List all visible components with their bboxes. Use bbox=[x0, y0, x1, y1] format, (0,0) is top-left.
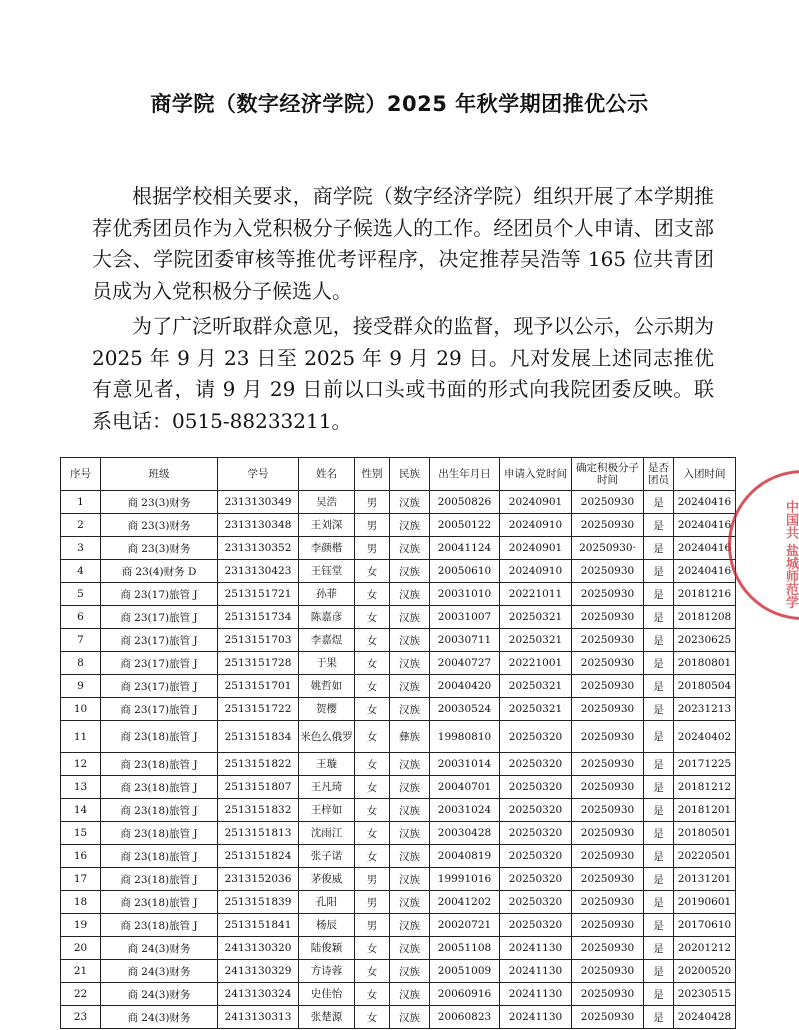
table-cell: 女 bbox=[355, 606, 390, 629]
table-row bbox=[61, 983, 736, 1006]
table-cell: 16 bbox=[61, 845, 101, 868]
table-cell: 男 bbox=[355, 491, 390, 514]
table-cell: 2513151728 bbox=[218, 652, 299, 675]
table-cell: 20181201 bbox=[674, 799, 736, 822]
table-cell: 4 bbox=[61, 560, 101, 583]
table-cell: 20250930 bbox=[572, 776, 644, 799]
table-row bbox=[61, 491, 736, 514]
table-cell: 商 23(3)财务 bbox=[101, 537, 218, 560]
table-cell: 2313130349 bbox=[218, 491, 299, 514]
table-cell: 彝族 bbox=[390, 721, 430, 753]
table-cell: 女 bbox=[355, 721, 390, 753]
table-cell: 女 bbox=[355, 776, 390, 799]
table-cell: 2313130348 bbox=[218, 514, 299, 537]
table-cell: 贺樱 bbox=[299, 698, 355, 721]
table-cell: 方诗蓉 bbox=[299, 960, 355, 983]
table-cell: 20051108 bbox=[430, 937, 500, 960]
table-cell: 女 bbox=[355, 753, 390, 776]
table-cell: 史佳怡 bbox=[299, 983, 355, 1006]
table-cell: 2513151839 bbox=[218, 891, 299, 914]
table-cell: 20250930 bbox=[572, 753, 644, 776]
table-cell: 19991016 bbox=[430, 868, 500, 891]
table-cell: 20240901 bbox=[500, 491, 572, 514]
document-title: 商学院（数字经济学院）2025 年秋学期团推优公示 bbox=[150, 92, 649, 116]
table-cell: 7 bbox=[61, 629, 101, 652]
table-cell: 20250930 bbox=[572, 652, 644, 675]
table-cell: 陆俊颖 bbox=[299, 937, 355, 960]
table-cell: 男 bbox=[355, 868, 390, 891]
table-cell: 23 bbox=[61, 1006, 101, 1029]
table-cell: 2513151721 bbox=[218, 583, 299, 606]
table-cell: 20041202 bbox=[430, 891, 500, 914]
table-cell: 2513151834 bbox=[218, 721, 299, 753]
table-cell: 汉族 bbox=[390, 799, 430, 822]
table-cell: 20250320 bbox=[500, 776, 572, 799]
table-cell: 20250930 bbox=[572, 868, 644, 891]
table-cell: 是 bbox=[644, 606, 674, 629]
table-cell: 汉族 bbox=[390, 491, 430, 514]
table-cell: 是 bbox=[644, 937, 674, 960]
table-cell: 陈嘉彦 bbox=[299, 606, 355, 629]
table-cell: 20250930 bbox=[572, 491, 644, 514]
table-cell: 10 bbox=[61, 698, 101, 721]
table-cell: 20170610 bbox=[674, 914, 736, 937]
table-cell: 20240910 bbox=[500, 514, 572, 537]
table-cell: 20250930 bbox=[572, 721, 644, 753]
table-cell: 是 bbox=[644, 560, 674, 583]
table-cell: 20240901 bbox=[500, 537, 572, 560]
table-cell: 商 23(18)旅管 J bbox=[101, 776, 218, 799]
candidate-table bbox=[60, 457, 736, 1029]
table-row bbox=[61, 799, 736, 822]
table-cell: 商 24(3)财务 bbox=[101, 960, 218, 983]
table-cell: 王钰堂 bbox=[299, 560, 355, 583]
table-cell: 女 bbox=[355, 937, 390, 960]
table-cell: 20250320 bbox=[500, 914, 572, 937]
table-cell: 20240402 bbox=[674, 721, 736, 753]
table-cell: 汉族 bbox=[390, 629, 430, 652]
table-cell: 是 bbox=[644, 891, 674, 914]
table-cell: 商 23(18)旅管 J bbox=[101, 845, 218, 868]
table-cell: 女 bbox=[355, 698, 390, 721]
table-body bbox=[61, 491, 736, 1029]
table-cell: 2513151832 bbox=[218, 799, 299, 822]
table-cell: 是 bbox=[644, 845, 674, 868]
table-cell: 20031010 bbox=[430, 583, 500, 606]
table-row bbox=[61, 868, 736, 891]
table-row bbox=[61, 845, 736, 868]
table-cell: 2313130352 bbox=[218, 537, 299, 560]
table-row bbox=[61, 937, 736, 960]
table-cell: 20250320 bbox=[500, 721, 572, 753]
table-cell: 20250930 bbox=[572, 698, 644, 721]
column-header: 班级 bbox=[101, 458, 218, 491]
table-cell: 李嘉煜 bbox=[299, 629, 355, 652]
table-cell: 汉族 bbox=[390, 937, 430, 960]
table-cell: 汉族 bbox=[390, 606, 430, 629]
table-cell: 汉族 bbox=[390, 776, 430, 799]
table-cell: 20250320 bbox=[500, 891, 572, 914]
table-cell: 汉族 bbox=[390, 983, 430, 1006]
table-cell: 20250930 bbox=[572, 1006, 644, 1029]
table-cell: 商 23(17)旅管 J bbox=[101, 675, 218, 698]
table-cell: 20250930 bbox=[572, 983, 644, 1006]
table-cell: 20250930 bbox=[572, 675, 644, 698]
table-cell: 13 bbox=[61, 776, 101, 799]
table-cell: 1 bbox=[61, 491, 101, 514]
table-cell: 20060823 bbox=[430, 1006, 500, 1029]
table-cell: 20230515 bbox=[674, 983, 736, 1006]
table-cell: 20020721 bbox=[430, 914, 500, 937]
table-cell: 20250320 bbox=[500, 753, 572, 776]
table-cell: 王刘深 bbox=[299, 514, 355, 537]
table-cell: 吴浩 bbox=[299, 491, 355, 514]
table-cell: 汉族 bbox=[390, 652, 430, 675]
table-cell: 20040420 bbox=[430, 675, 500, 698]
table-cell: 20250930 bbox=[572, 914, 644, 937]
table-row bbox=[61, 560, 736, 583]
table-cell: 20171225 bbox=[674, 753, 736, 776]
table-cell: 商 24(3)财务 bbox=[101, 983, 218, 1006]
table-cell: 2 bbox=[61, 514, 101, 537]
table-cell: 11 bbox=[61, 721, 101, 753]
table-cell: 20250930· bbox=[572, 537, 644, 560]
table-cell: 是 bbox=[644, 1006, 674, 1029]
table-cell: 20250321 bbox=[500, 629, 572, 652]
table-cell: 女 bbox=[355, 799, 390, 822]
table-cell: 20240428 bbox=[674, 1006, 736, 1029]
table-cell: 19980810 bbox=[430, 721, 500, 753]
table-cell: 20 bbox=[61, 937, 101, 960]
table-cell: 20181216 bbox=[674, 583, 736, 606]
table-cell: 20241130 bbox=[500, 983, 572, 1006]
table-cell: 20200520 bbox=[674, 960, 736, 983]
table-cell: 20240416 bbox=[674, 514, 736, 537]
table-cell: 20221001 bbox=[500, 652, 572, 675]
table-row bbox=[61, 753, 736, 776]
table-cell: 张楚源 bbox=[299, 1006, 355, 1029]
table-cell: 20250320 bbox=[500, 799, 572, 822]
table-cell: 5 bbox=[61, 583, 101, 606]
table-cell: 17 bbox=[61, 868, 101, 891]
table-cell: 20040701 bbox=[430, 776, 500, 799]
table-cell: 汉族 bbox=[390, 822, 430, 845]
table-cell: 汉族 bbox=[390, 560, 430, 583]
table-cell: 商 23(18)旅管 J bbox=[101, 799, 218, 822]
table-cell: 是 bbox=[644, 629, 674, 652]
table-cell: 2413130329 bbox=[218, 960, 299, 983]
table-cell: 商 24(3)财务 bbox=[101, 1006, 218, 1029]
table-cell: 王凡琦 bbox=[299, 776, 355, 799]
table-cell: 20250930 bbox=[572, 606, 644, 629]
table-cell: 汉族 bbox=[390, 698, 430, 721]
table-cell: 张子诺 bbox=[299, 845, 355, 868]
column-header: 序号 bbox=[61, 458, 101, 491]
table-cell: 2313152036 bbox=[218, 868, 299, 891]
column-header: 是否团员 bbox=[644, 458, 674, 491]
table-cell: 20250930 bbox=[572, 822, 644, 845]
table-cell: 汉族 bbox=[390, 537, 430, 560]
table-cell: 女 bbox=[355, 675, 390, 698]
table-cell: 20250320 bbox=[500, 868, 572, 891]
table-cell: 商 23(18)旅管 J bbox=[101, 721, 218, 753]
column-header: 申请入党时间 bbox=[500, 458, 572, 491]
table-cell: 汉族 bbox=[390, 514, 430, 537]
table-cell: 20180504 bbox=[674, 675, 736, 698]
table-cell: 女 bbox=[355, 560, 390, 583]
notice-paragraph-1: 根据学校相关要求，商学院（数字经济学院）组织开展了本学期推荐优秀团员作为入党积极分子候选人的工作。经团员个人申请、团支部大会、学院团委审核等推优考评程序，决定推荐吴浩等 165 位共青团员成为入党积极分子候选人。 bbox=[92, 184, 714, 303]
table-cell: 20230625 bbox=[674, 629, 736, 652]
table-cell: 商 24(3)财务 bbox=[101, 937, 218, 960]
table-cell: 是 bbox=[644, 983, 674, 1006]
table-cell: 女 bbox=[355, 960, 390, 983]
table-cell: 是 bbox=[644, 675, 674, 698]
notice-paragraph-2: 为了广泛听取群众意见，接受群众的监督，现予以公示，公示期为 2025 年 9 月 23 日至 2025 年 9 月 29 日。凡对发展上述同志推优有意见者，请 9 月 29 日前以口头或书面的形式向我院团委反映。联系电话：0515-88233211。 bbox=[92, 314, 714, 433]
table-cell: 20250930 bbox=[572, 560, 644, 583]
table-cell: 是 bbox=[644, 753, 674, 776]
table-cell: 20030428 bbox=[430, 822, 500, 845]
table-cell: 2413130320 bbox=[218, 937, 299, 960]
table-row bbox=[61, 914, 736, 937]
table-cell: 20030524 bbox=[430, 698, 500, 721]
table-row bbox=[61, 822, 736, 845]
table-row bbox=[61, 1006, 736, 1029]
table-row bbox=[61, 606, 736, 629]
table-cell: 王璇 bbox=[299, 753, 355, 776]
table-cell: 20250320 bbox=[500, 845, 572, 868]
table-cell: 孙菲 bbox=[299, 583, 355, 606]
table-row bbox=[61, 537, 736, 560]
table-cell: 20231213 bbox=[674, 698, 736, 721]
table-cell: 20250930 bbox=[572, 799, 644, 822]
table-cell: 女 bbox=[355, 583, 390, 606]
table-cell: 20241130 bbox=[500, 960, 572, 983]
table-cell: 20240416 bbox=[674, 537, 736, 560]
table-cell: 商 23(18)旅管 J bbox=[101, 868, 218, 891]
column-header: 确定积极分子时间 bbox=[572, 458, 644, 491]
table-cell: 20240416 bbox=[674, 560, 736, 583]
table-cell: 是 bbox=[644, 868, 674, 891]
table-cell: 汉族 bbox=[390, 675, 430, 698]
table-cell: 女 bbox=[355, 822, 390, 845]
table-cell: 是 bbox=[644, 537, 674, 560]
table-cell: 是 bbox=[644, 491, 674, 514]
table-cell: 20031024 bbox=[430, 799, 500, 822]
table-cell: 沈雨江 bbox=[299, 822, 355, 845]
table-cell: 20250930 bbox=[572, 891, 644, 914]
table-cell: 女 bbox=[355, 845, 390, 868]
table-cell: 是 bbox=[644, 652, 674, 675]
table-cell: 20250930 bbox=[572, 845, 644, 868]
table-cell: 男 bbox=[355, 514, 390, 537]
table-cell: 20051009 bbox=[430, 960, 500, 983]
column-header: 出生年月日 bbox=[430, 458, 500, 491]
table-cell: 19 bbox=[61, 914, 101, 937]
table-cell: 20031014 bbox=[430, 753, 500, 776]
table-row bbox=[61, 675, 736, 698]
table-cell: 女 bbox=[355, 652, 390, 675]
table-cell: 20250320 bbox=[500, 822, 572, 845]
column-header: 姓名 bbox=[299, 458, 355, 491]
table-cell: 22 bbox=[61, 983, 101, 1006]
seal-text: 中国共 盐城师范学 bbox=[783, 500, 798, 609]
table-cell: 汉族 bbox=[390, 891, 430, 914]
table-cell: 3 bbox=[61, 537, 101, 560]
table-cell: 杨辰 bbox=[299, 914, 355, 937]
table-cell: 男 bbox=[355, 537, 390, 560]
table-cell: 王梓如 bbox=[299, 799, 355, 822]
table-cell: 商 23(17)旅管 J bbox=[101, 583, 218, 606]
table-cell: 汉族 bbox=[390, 914, 430, 937]
column-header: 入团时间 bbox=[674, 458, 736, 491]
table-row bbox=[61, 652, 736, 675]
table-cell: 20050122 bbox=[430, 514, 500, 537]
table-cell: 米色么俄罗 bbox=[299, 721, 355, 753]
table-cell: 2513151734 bbox=[218, 606, 299, 629]
table-cell: 2513151813 bbox=[218, 822, 299, 845]
table-cell: 是 bbox=[644, 822, 674, 845]
table-cell: 男 bbox=[355, 891, 390, 914]
table-cell: 是 bbox=[644, 583, 674, 606]
table-cell: 20250930 bbox=[572, 937, 644, 960]
table-cell: 12 bbox=[61, 753, 101, 776]
table-cell: 20240416 bbox=[674, 491, 736, 514]
table-cell: 汉族 bbox=[390, 1006, 430, 1029]
table-row bbox=[61, 583, 736, 606]
table-cell: 汉族 bbox=[390, 583, 430, 606]
table-cell: 是 bbox=[644, 776, 674, 799]
table-cell: 女 bbox=[355, 629, 390, 652]
table-cell: 20031007 bbox=[430, 606, 500, 629]
table-cell: 20250930 bbox=[572, 583, 644, 606]
table-cell: 2413130313 bbox=[218, 1006, 299, 1029]
table-cell: 是 bbox=[644, 914, 674, 937]
table-row bbox=[61, 721, 736, 753]
table-cell: 是 bbox=[644, 960, 674, 983]
table-cell: 于果 bbox=[299, 652, 355, 675]
table-cell: 18 bbox=[61, 891, 101, 914]
table-cell: 汉族 bbox=[390, 960, 430, 983]
table-cell: 20201212 bbox=[674, 937, 736, 960]
table-cell: 20050826 bbox=[430, 491, 500, 514]
table-row bbox=[61, 776, 736, 799]
table-cell: 商 23(17)旅管 J bbox=[101, 606, 218, 629]
table-cell: 20220501 bbox=[674, 845, 736, 868]
table-row bbox=[61, 960, 736, 983]
table-cell: 2513151703 bbox=[218, 629, 299, 652]
column-header: 学号 bbox=[218, 458, 299, 491]
table-cell: 2313130423 bbox=[218, 560, 299, 583]
table-cell: 6 bbox=[61, 606, 101, 629]
table-cell: 20240910 bbox=[500, 560, 572, 583]
table-cell: 商 23(17)旅管 J bbox=[101, 629, 218, 652]
table-cell: 是 bbox=[644, 799, 674, 822]
table-header-row bbox=[61, 458, 736, 491]
table-cell: 商 23(3)财务 bbox=[101, 491, 218, 514]
table-cell: 20250930 bbox=[572, 960, 644, 983]
table-cell: 汉族 bbox=[390, 868, 430, 891]
table-cell: 20180801 bbox=[674, 652, 736, 675]
table-cell: 商 23(18)旅管 J bbox=[101, 822, 218, 845]
table-cell: 是 bbox=[644, 698, 674, 721]
table-cell: 20030711 bbox=[430, 629, 500, 652]
table-cell: 20250321 bbox=[500, 675, 572, 698]
table-cell: 15 bbox=[61, 822, 101, 845]
table-cell: 女 bbox=[355, 1006, 390, 1029]
table-cell: 20221011 bbox=[500, 583, 572, 606]
table-cell: 汉族 bbox=[390, 753, 430, 776]
table-cell: 20250930 bbox=[572, 514, 644, 537]
table-cell: 20250321 bbox=[500, 698, 572, 721]
table-cell: 9 bbox=[61, 675, 101, 698]
table-cell: 孔阳 bbox=[299, 891, 355, 914]
table-cell: 2513151701 bbox=[218, 675, 299, 698]
table-cell: 商 23(18)旅管 J bbox=[101, 753, 218, 776]
table-cell: 20250321 bbox=[500, 606, 572, 629]
table-cell: 是 bbox=[644, 721, 674, 753]
table-cell: 李颜楷 bbox=[299, 537, 355, 560]
table-cell: 20190601 bbox=[674, 891, 736, 914]
table-cell: 20131201 bbox=[674, 868, 736, 891]
table-cell: 商 23(17)旅管 J bbox=[101, 698, 218, 721]
table-cell: 是 bbox=[644, 514, 674, 537]
table-cell: 20241130 bbox=[500, 1006, 572, 1029]
table-cell: 2513151822 bbox=[218, 753, 299, 776]
table-cell: 20180501 bbox=[674, 822, 736, 845]
table-row bbox=[61, 891, 736, 914]
table-cell: 2513151841 bbox=[218, 914, 299, 937]
table-cell: 姚哲如 bbox=[299, 675, 355, 698]
table-cell: 20181212 bbox=[674, 776, 736, 799]
table-cell: 20060916 bbox=[430, 983, 500, 1006]
table-row bbox=[61, 514, 736, 537]
table-cell: 8 bbox=[61, 652, 101, 675]
table-cell: 茅俊威 bbox=[299, 868, 355, 891]
table-cell: 20181208 bbox=[674, 606, 736, 629]
table-cell: 21 bbox=[61, 960, 101, 983]
table-cell: 14 bbox=[61, 799, 101, 822]
table-cell: 2513151824 bbox=[218, 845, 299, 868]
table-cell: 男 bbox=[355, 914, 390, 937]
table-cell: 20041124 bbox=[430, 537, 500, 560]
table-cell: 商 23(18)旅管 J bbox=[101, 914, 218, 937]
table-cell: 20241130 bbox=[500, 937, 572, 960]
table-cell: 商 23(3)财务 bbox=[101, 514, 218, 537]
table-cell: 商 23(18)旅管 J bbox=[101, 891, 218, 914]
table-cell: 2513151807 bbox=[218, 776, 299, 799]
table-cell: 汉族 bbox=[390, 845, 430, 868]
table-row bbox=[61, 698, 736, 721]
table-cell: 商 23(4)财务 D bbox=[101, 560, 218, 583]
table-cell: 20250930 bbox=[572, 629, 644, 652]
table-cell: 商 23(17)旅管 J bbox=[101, 652, 218, 675]
table-cell: 20050610 bbox=[430, 560, 500, 583]
column-header: 性别 bbox=[355, 458, 390, 491]
table-cell: 2513151722 bbox=[218, 698, 299, 721]
table-cell: 20040727 bbox=[430, 652, 500, 675]
table-row bbox=[61, 629, 736, 652]
column-header: 民族 bbox=[390, 458, 430, 491]
table-cell: 女 bbox=[355, 983, 390, 1006]
table-cell: 2413130324 bbox=[218, 983, 299, 1006]
table-cell: 20040819 bbox=[430, 845, 500, 868]
